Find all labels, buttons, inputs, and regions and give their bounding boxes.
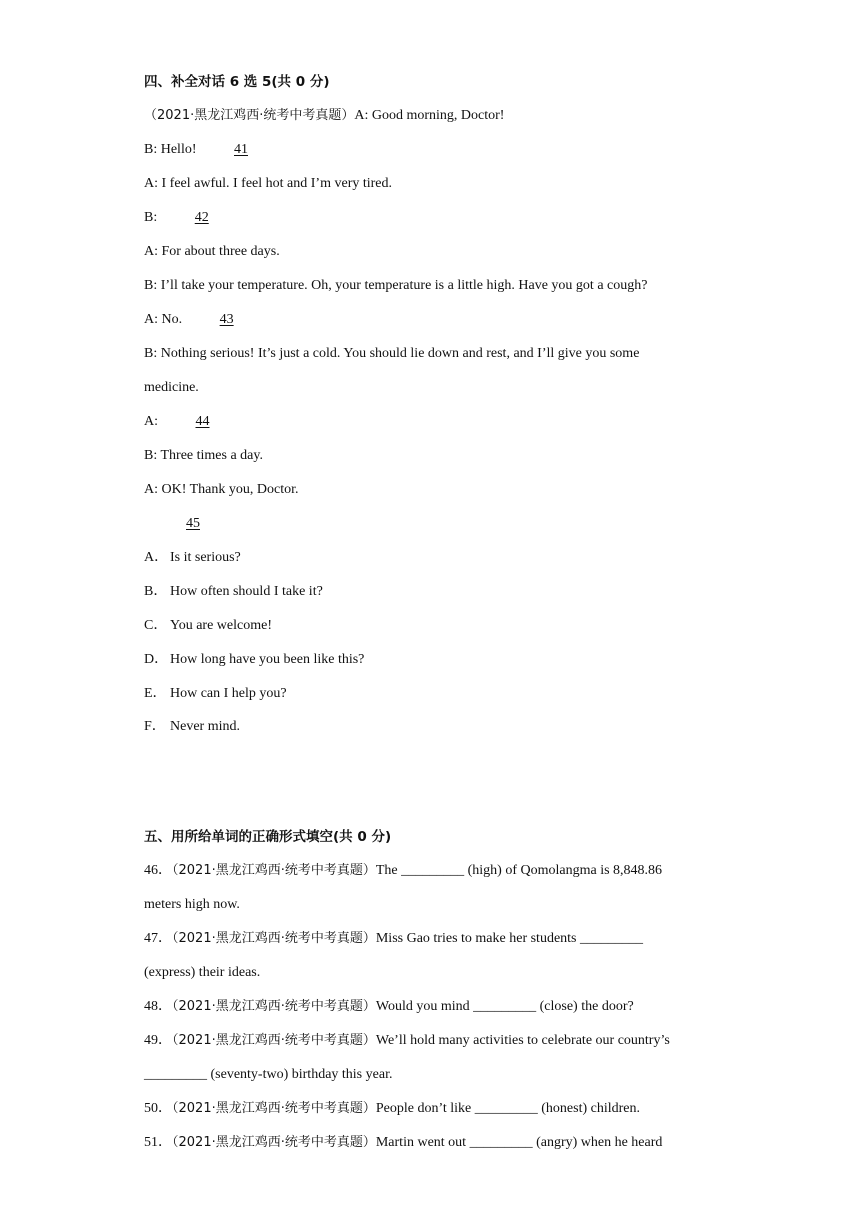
dialogue-line-4: B: 42	[144, 209, 744, 227]
section-4-title: 四、补全对话 6 选 5(共 0 分)	[144, 74, 330, 90]
answer-blank-45[interactable]: 45	[186, 516, 200, 531]
option-e: E． How can I help you?	[144, 686, 287, 701]
question-49-cont: _________ (seventy-two) birthday this year.	[144, 1067, 393, 1082]
dialogue-line-1: （2021·黑龙江鸡西·统考中考真题）A: Good morning, Doctor!	[144, 108, 505, 123]
section-5-title: 五、用所给单词的正确形式填空(共 0 分)	[144, 829, 392, 845]
question-46: 46．（2021·黑龙江鸡西·统考中考真题）The _________ (high) of Qomolangma is 8,848.86	[144, 863, 663, 878]
answer-blank-43[interactable]: 43	[219, 312, 234, 327]
dialogue-line-5: A: For about three days.	[144, 244, 280, 259]
question-48: 48．（2021·黑龙江鸡西·统考中考真题）Would you mind _________ (close) the door?	[144, 999, 634, 1014]
question-50: 50．（2021·黑龙江鸡西·统考中考真题）People don’t like _________ (honest) children.	[144, 1101, 640, 1116]
dialogue-line-12: A: OK! Thank you, Doctor.	[144, 482, 299, 497]
dialogue-line-13	[152, 515, 752, 533]
question-47: 47．（2021·黑龙江鸡西·统考中考真题）Miss Gao tries to make her students _________	[144, 931, 643, 946]
dialogue-line-11: B: Three times a day.	[144, 448, 263, 463]
question-49: 49．（2021·黑龙江鸡西·统考中考真题）We’ll hold many activities to celebrate our country’s	[144, 1033, 670, 1048]
question-47-cont: (express) their ideas.	[144, 965, 261, 980]
option-c: C． You are welcome!	[144, 618, 272, 633]
option-d: D． How long have you been like this?	[144, 652, 365, 667]
dialogue-line-9: medicine.	[144, 380, 199, 395]
question-46-cont: meters high now.	[144, 897, 240, 912]
option-b: B． How often should I take it?	[144, 584, 323, 599]
answer-blank-44[interactable]: 44	[195, 414, 210, 429]
dialogue-line-7: A: No. 43	[144, 311, 744, 329]
answer-blank-42[interactable]: 42	[194, 210, 209, 225]
dialogue-line-8: B: Nothing serious! It’s just a cold. You should lie down and rest, and I’ll give you some	[144, 346, 640, 361]
question-source: （2021·黑龙江鸡西·统考中考真题）	[144, 108, 355, 123]
dialogue-line-3: A: I feel awful. I feel hot and I’m very tired.	[144, 176, 393, 191]
answer-blank-41[interactable]: 41	[234, 142, 248, 157]
dialogue-line-6: B: I’ll take your temperature. Oh, your temperature is a little high. Have you got a cough?	[144, 278, 648, 293]
dialogue-line-10: A: 44	[144, 413, 744, 431]
option-a: A． Is it serious?	[144, 550, 241, 565]
option-f: F． Never mind.	[144, 719, 240, 734]
dialogue-line-2: B: Hello! 41	[144, 141, 744, 159]
question-51: 51．（2021·黑龙江鸡西·统考中考真题）Martin went out _________ (angry) when he heard	[144, 1135, 663, 1150]
